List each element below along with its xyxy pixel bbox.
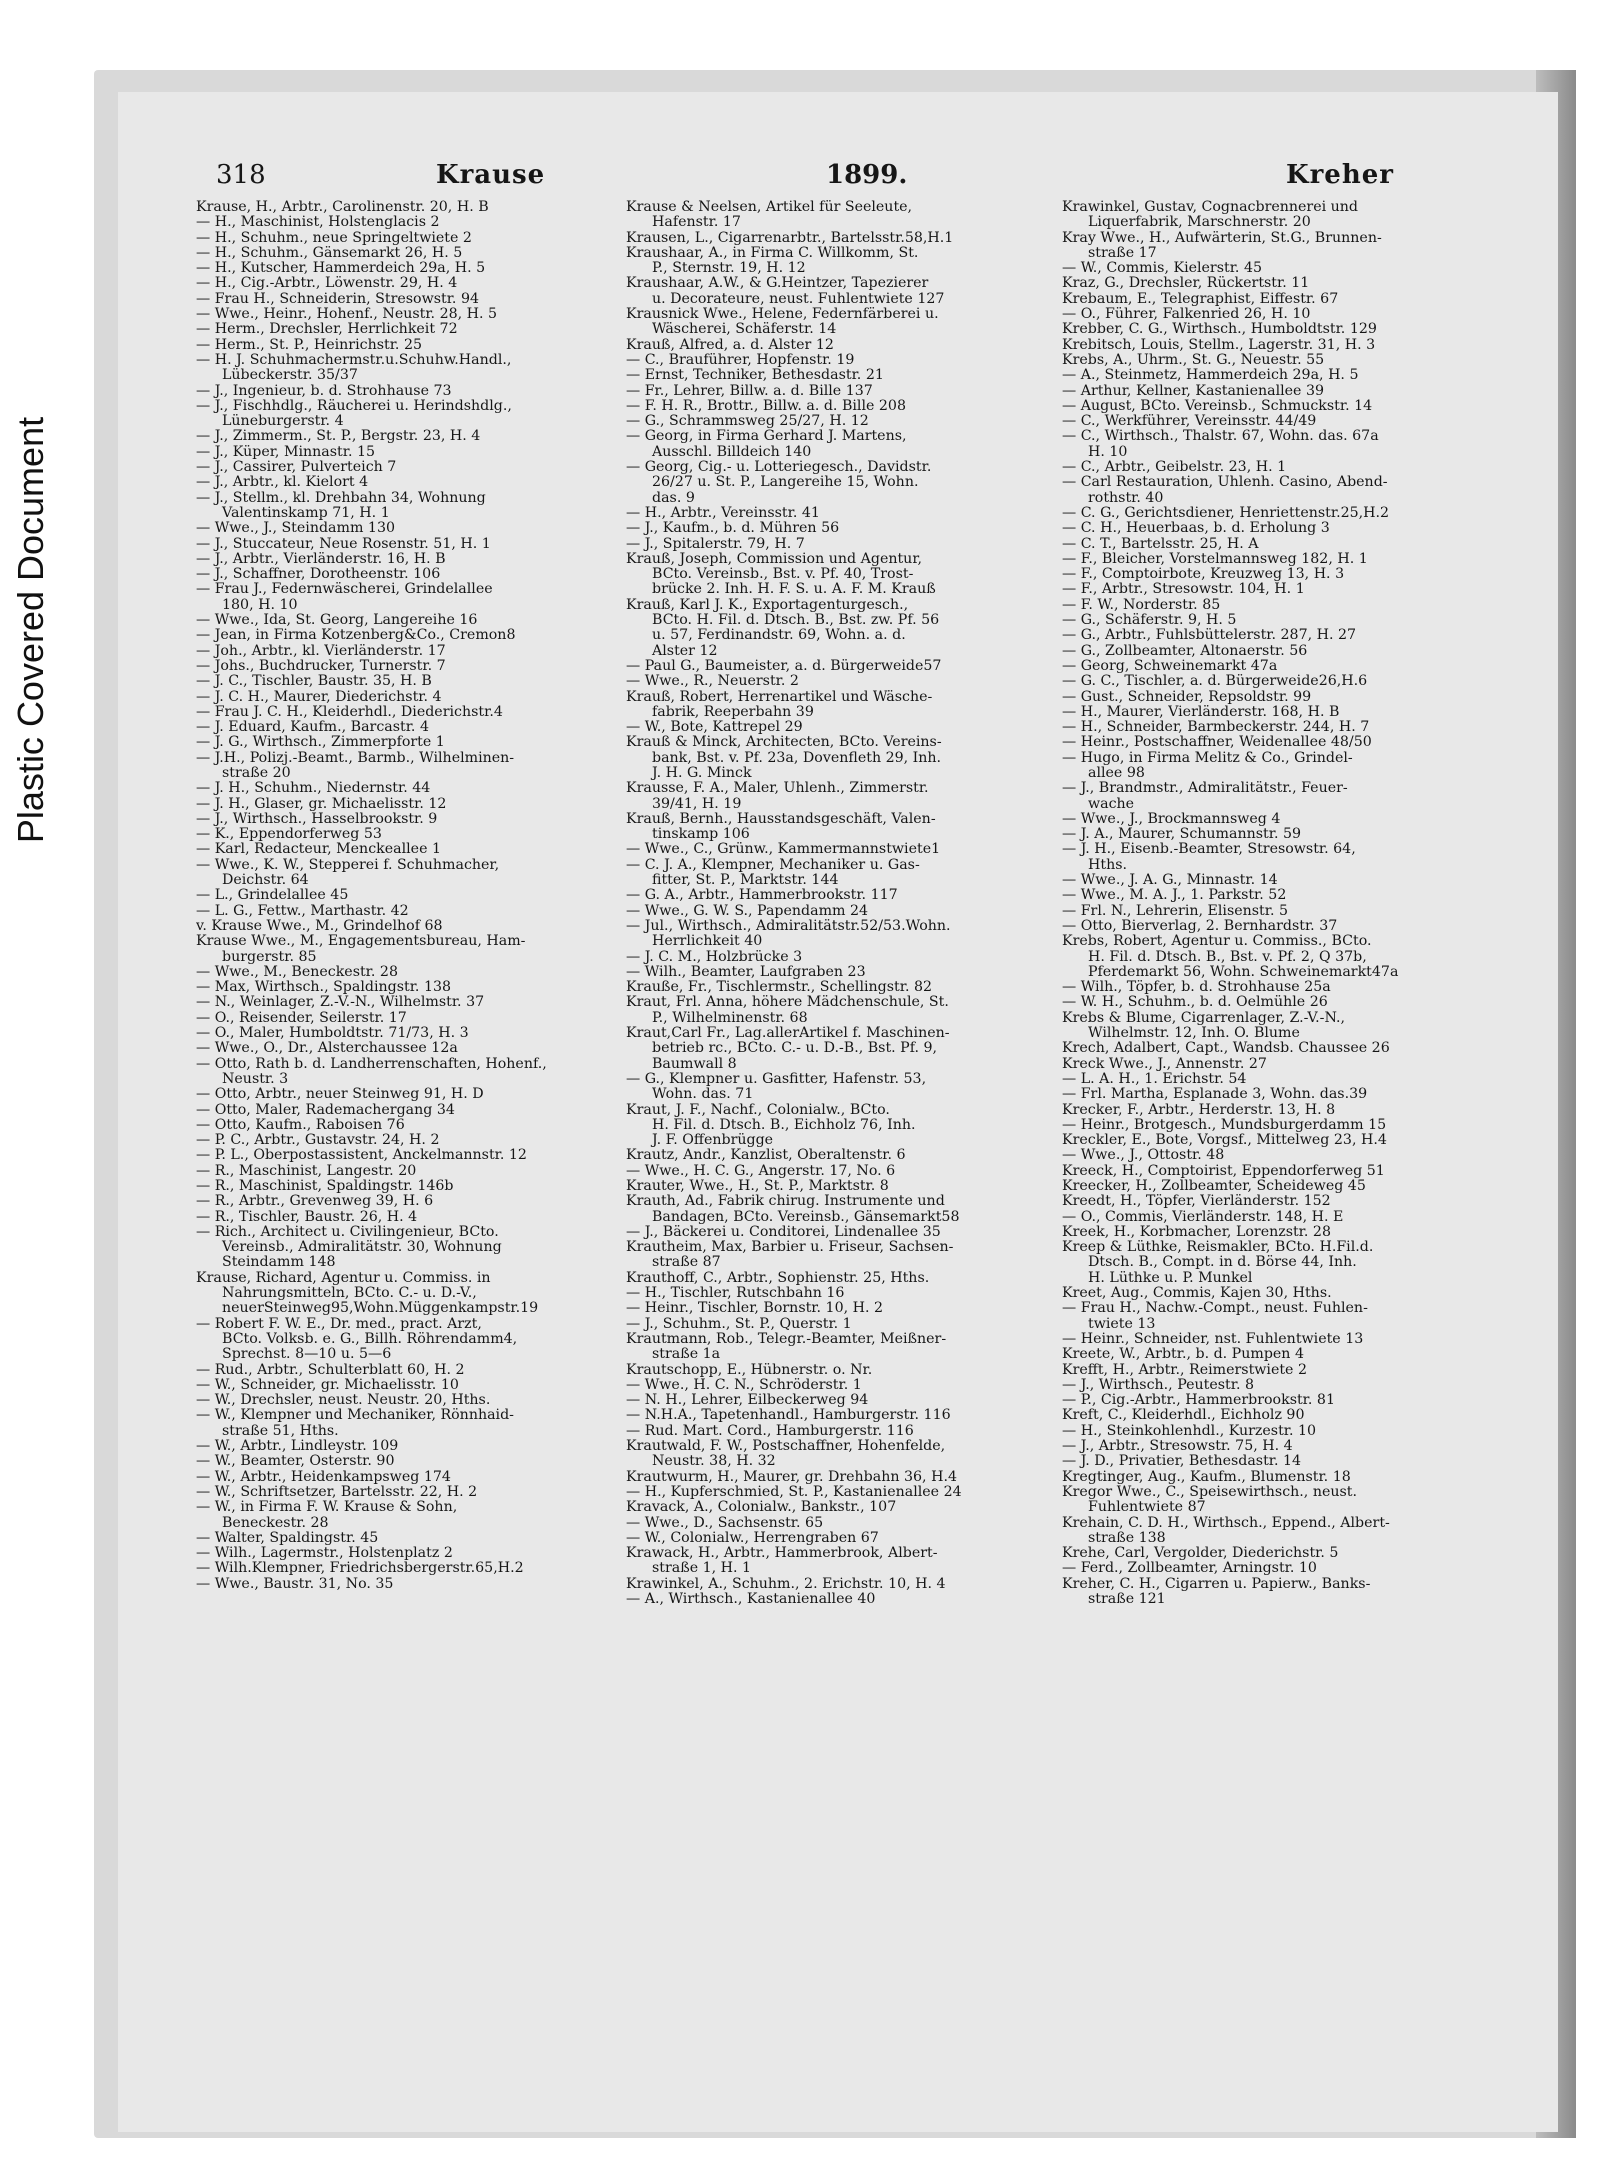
- directory-line: — J., Stuccateur, Neue Rosenstr. 51, H. 1: [196, 536, 491, 552]
- directory-line: — Georg, Cig.- u. Lotteriegesch., Davidstr.: [626, 460, 932, 476]
- directory-line: Baumwall 8: [652, 1056, 737, 1072]
- directory-line: das. 9: [652, 490, 695, 506]
- directory-line: — Frau J., Federnwäscherei, Grindelallee: [196, 582, 493, 598]
- directory-line: straße 17: [1088, 245, 1157, 261]
- right-heading: Kreher: [1286, 160, 1394, 190]
- directory-line: — Otto, Arbtr., neuer Steinweg 91, H. D: [196, 1087, 484, 1103]
- directory-line: — H., Schuhm., neue Springeltwiete 2: [196, 230, 472, 246]
- directory-line: neuerSteinweg95,Wohn.Müggenkampstr.19: [222, 1301, 539, 1317]
- directory-line: — Heinr., Schneider, nst. Fuhlentwiete 13: [1062, 1331, 1364, 1347]
- directory-line: straße 51, Hths.: [222, 1423, 339, 1439]
- directory-line: — F. W., Norderstr. 85: [1062, 597, 1221, 613]
- directory-line: Krausen, L., Cigarrenarbtr., Bartelsstr.58,H.1: [626, 230, 954, 246]
- directory-line: Krautwurm, H., Maurer, gr. Drehbahn 36, H.4: [626, 1469, 957, 1485]
- directory-line: — L. G., Fettw., Marthastr. 42: [196, 903, 409, 919]
- directory-line: — W., Commis, Kielerstr. 45: [1062, 261, 1262, 277]
- directory-line: Krause, Richard, Agentur u. Commiss. in: [196, 1270, 491, 1286]
- directory-line: — W., Arbtr., Lindleystr. 109: [196, 1439, 399, 1455]
- directory-line: Kreecker, H., Zollbeamter, Scheideweg 45: [1062, 1179, 1366, 1194]
- directory-line: Pferdemarkt 56, Wohn. Schweinemarkt47a: [1088, 964, 1399, 980]
- directory-line: — W., Drechsler, neust. Neustr. 20, Hths.: [196, 1393, 491, 1409]
- directory-line: Krefft, H., Arbtr., Reimerstwiete 2: [1062, 1362, 1307, 1378]
- directory-line: — Jul., Wirthsch., Admiralitätstr.52/53.Wohn.: [626, 918, 951, 934]
- directory-line: Kraz, G., Drechsler, Rückertstr. 11: [1062, 276, 1310, 292]
- directory-line: — J. A., Maurer, Schumannstr. 59: [1062, 827, 1302, 843]
- directory-line: — H., Kupferschmied, St. P., Kastanienallee 24: [626, 1484, 962, 1500]
- directory-line: — H., Schuhm., Gänsemarkt 26, H. 5: [196, 245, 463, 261]
- page-header: [196, 160, 1476, 200]
- directory-line: — J., Stellm., kl. Drehbahn 34, Wohnung: [196, 490, 486, 506]
- directory-line: — F., Bleicher, Vorstelmannsweg 182, H. 1: [1062, 551, 1368, 567]
- directory-line: Krauß, Robert, Herrenartikel und Wäsche-: [626, 689, 933, 705]
- directory-line: Krebs & Blume, Cigarrenlager, Z.-V.-N.,: [1062, 1010, 1345, 1026]
- directory-line: u. 57, Ferdinandstr. 69, Wohn. a. d.: [652, 628, 906, 644]
- directory-line: H. Fil. d. Dtsch. B., Eichholz 76, Inh.: [652, 1117, 916, 1133]
- directory-line: straße 1, H. 1: [652, 1561, 752, 1577]
- directory-line: — Heinr., Postschaffner, Weidenallee 48/50: [1062, 735, 1372, 751]
- directory-line: — J., Schaffner, Dorotheenstr. 106: [196, 567, 441, 583]
- directory-line: — C., Brauführer, Hopfenstr. 19: [626, 352, 855, 368]
- directory-line: Krausse, F. A., Maler, Uhlenh., Zimmerstr.: [626, 781, 929, 797]
- directory-line: — L., Grindelallee 45: [196, 888, 349, 904]
- directory-line: — H., Tischler, Rutschbahn 16: [626, 1286, 845, 1302]
- directory-line: Kraut,Carl Fr., Lag.allerArtikel f. Maschinen-: [626, 1026, 950, 1042]
- column-2: [626, 200, 1048, 2100]
- directory-line: P., Sternstr. 19, H. 12: [652, 261, 806, 277]
- directory-line: — W., Beamter, Osterstr. 90: [196, 1454, 395, 1470]
- directory-line: Neustr. 3: [222, 1071, 289, 1087]
- directory-line: Kreet, Aug., Commis, Kajen 30, Hths.: [1062, 1286, 1332, 1302]
- directory-line: — J., Arbtr., Stresowstr. 75, H. 4: [1062, 1439, 1293, 1455]
- directory-line: — C., Werkführer, Vereinsstr. 44/49: [1062, 414, 1317, 430]
- directory-line: J. F. Offenbrügge: [652, 1133, 774, 1149]
- directory-line: Krehain, C. D. H., Wirthsch., Eppend., Albert-: [1062, 1515, 1390, 1531]
- directory-line: Krauß, Karl J. K., Exportagenturgesch.,: [626, 597, 909, 613]
- directory-line: — J., Brandmstr., Admiralitätstr., Feuer-: [1062, 781, 1348, 797]
- directory-line: — Wwe., Ida, St. Georg, Langereihe 16: [196, 613, 478, 629]
- directory-line: Krauß & Minck, Architecten, BCto. Vereins-: [626, 735, 942, 751]
- directory-line: — J. H., Glaser, gr. Michaelisstr. 12: [196, 796, 447, 812]
- directory-line: Kreek, H., Korbmacher, Lorenzstr. 28: [1062, 1224, 1331, 1240]
- directory-line: Beneckestr. 28: [222, 1515, 329, 1531]
- directory-line: — F. H. R., Brottr., Billw. a. d. Bille 208: [626, 398, 906, 414]
- directory-line: Krawinkel, Gustav, Cognacbrennerei und: [1062, 200, 1359, 215]
- directory-line: Krauß, Bernh., Hausstandsgeschäft, Valen-: [626, 811, 936, 827]
- directory-line: Krawinkel, A., Schuhm., 2. Erichstr. 10, H. 4: [626, 1576, 946, 1592]
- directory-line: — J. H., Schuhm., Niedernstr. 44: [196, 781, 431, 797]
- directory-line: straße 20: [222, 765, 291, 781]
- directory-line: — R., Maschinist, Langestr. 20: [196, 1163, 417, 1179]
- directory-line: — W., Klempner und Mechaniker, Rönnhaid-: [196, 1408, 514, 1424]
- directory-line: — Gust., Schneider, Repsoldstr. 99: [1062, 689, 1312, 705]
- directory-line: — J. C., Tischler, Baustr. 35, H. B: [196, 674, 432, 690]
- directory-line: Krause Wwe., M., Engagementsbureau, Ham-: [196, 934, 526, 950]
- directory-line: tinskamp 106: [652, 827, 750, 843]
- directory-line: Wäscherei, Schäferstr. 14: [652, 322, 837, 338]
- directory-columns: [196, 200, 1476, 2100]
- directory-line: — W., Arbtr., Heidenkampsweg 174: [196, 1469, 451, 1485]
- directory-line: Fuhlentwiete 87: [1088, 1500, 1206, 1516]
- directory-line: — W. H., Schuhm., b. d. Oelmühle 26: [1062, 995, 1328, 1011]
- directory-line: betrieb rc., BCto. C.- u. D.-B., Bst. Pf. 9,: [652, 1041, 938, 1057]
- directory-line: straße 87: [652, 1255, 721, 1271]
- directory-line: — Heinr., Tischler, Bornstr. 10, H. 2: [626, 1301, 884, 1317]
- directory-line: — Frau H., Nachw.-Compt., neust. Fuhlen-: [1062, 1301, 1368, 1317]
- directory-line: — J., Spitalerstr. 79, H. 7: [626, 536, 805, 552]
- directory-line: Kraut, J. F., Nachf., Colonialw., BCto.: [626, 1102, 890, 1118]
- directory-line: — G. C., Tischler, a. d. Bürgerweide26,H.6: [1062, 674, 1368, 690]
- directory-line: wache: [1088, 796, 1135, 812]
- directory-line: — Wwe., J. A. G., Minnastr. 14: [1062, 873, 1278, 889]
- directory-line: — Frau H., Schneiderin, Stresowstr. 94: [196, 291, 480, 307]
- directory-line: — Georg, in Firma Gerhard J. Martens,: [626, 429, 907, 445]
- directory-line: — Jean, in Firma Kotzenberg&Co., Cremon8: [196, 628, 516, 644]
- directory-line: — Karl, Redacteur, Menckeallee 1: [196, 842, 441, 858]
- directory-line: — J., Kaufm., b. d. Mühren 56: [626, 521, 840, 537]
- directory-line: straße 121: [1088, 1592, 1166, 1608]
- directory-line: — Ernst, Techniker, Bethesdastr. 21: [626, 368, 884, 384]
- directory-line: Kreedt, H., Töpfer, Vierländerstr. 152: [1062, 1194, 1331, 1210]
- directory-line: — C. G., Gerichtsdiener, Henriettenstr.25,H.2: [1062, 505, 1390, 521]
- directory-line: straße 138: [1088, 1530, 1166, 1546]
- directory-line: — C. T., Bartelsstr. 25, H. A: [1062, 536, 1259, 552]
- directory-line: — Wwe., Baustr. 31, No. 35: [196, 1576, 394, 1592]
- directory-line: — H., Maschinist, Holstenglacis 2: [196, 215, 440, 231]
- directory-line: — Wwe., C., Grünw., Kammermannstwiete1: [626, 842, 941, 858]
- directory-line: Kreher, C. H., Cigarren u. Papierw., Banks-: [1062, 1576, 1371, 1592]
- directory-line: Valentinskamp 71, H. 1: [222, 505, 390, 521]
- directory-line: — R., Arbtr., Grevenweg 39, H. 6: [196, 1194, 434, 1210]
- directory-line: BCto. Vereinsb., Bst. v. Pf. 40, Trost-: [652, 567, 914, 583]
- directory-line: Bandagen, BCto. Vereinsb., Gänsemarkt58: [652, 1209, 960, 1225]
- directory-line: — H., Steinkohlenhdl., Kurzestr. 10: [1062, 1423, 1317, 1439]
- directory-line: — H., Cig.-Arbtr., Löwenstr. 29, H. 4: [196, 276, 458, 292]
- page-number: 318: [216, 160, 266, 190]
- directory-line: — H., Schneider, Barmbeckerstr. 244, H. 7: [1062, 720, 1370, 736]
- directory-line: — Wwe., M. A. J., 1. Parkstr. 52: [1062, 888, 1287, 904]
- directory-line: — Arthur, Kellner, Kastanienallee 39: [1062, 383, 1325, 399]
- directory-line: Ausschl. Billdeich 140: [652, 444, 812, 460]
- directory-line: Wilhelmstr. 12, Inh. O. Blume: [1088, 1026, 1300, 1042]
- directory-line: — J. H., Eisenb.-Beamter, Stresowstr. 64,: [1062, 842, 1356, 858]
- directory-line: Krecker, F., Arbtr., Herderstr. 13, H. 8: [1062, 1102, 1336, 1118]
- directory-line: — P. L., Oberpostassistent, Anckelmannstr. 12: [196, 1148, 527, 1164]
- directory-line: — C. H., Heuerbaas, b. d. Erholung 3: [1062, 521, 1330, 537]
- directory-line: Wohn. das. 71: [652, 1087, 754, 1103]
- directory-line: — J.H., Polizj.-Beamt., Barmb., Wilhelminen-: [196, 750, 515, 766]
- directory-line: — Wilh., Töpfer, b. d. Strohhause 25a: [1062, 980, 1331, 996]
- directory-line: — Wwe., H. C. N., Schröderstr. 1: [626, 1377, 862, 1393]
- directory-line: — C. J. A., Klempner, Mechaniker u. Gas-: [626, 857, 920, 873]
- directory-line: — C., Wirthsch., Thalstr. 67, Wohn. das. 67a: [1062, 429, 1379, 445]
- directory-line: — Otto, Maler, Rademachergang 34: [196, 1102, 455, 1118]
- directory-line: — Wwe., H. C. G., Angerstr. 17, No. 6: [626, 1163, 896, 1179]
- directory-line: allee 98: [1088, 765, 1145, 781]
- directory-line: Hths.: [1088, 857, 1128, 873]
- year-heading: 1899.: [826, 160, 908, 190]
- directory-line: Krech, Adalbert, Capt., Wandsb. Chaussee 26: [1062, 1041, 1390, 1057]
- directory-line: — W., Bote, Kattrepel 29: [626, 720, 803, 736]
- directory-line: Krautwald, F. W., Postschaffner, Hohenfelde,: [626, 1439, 946, 1455]
- directory-line: — J., Schuhm., St. P., Querstr. 1: [626, 1316, 852, 1332]
- directory-line: Kreete, W., Arbtr., b. d. Pumpen 4: [1062, 1347, 1304, 1363]
- directory-line: — J. D., Privatier, Bethesdastr. 14: [1062, 1454, 1302, 1470]
- directory-line: — Herm., St. P., Heinrichstr. 25: [196, 337, 422, 353]
- directory-line: Krautheim, Max, Barbier u. Friseur, Sachsen-: [626, 1240, 954, 1256]
- directory-line: — Wilh., Beamter, Laufgraben 23: [626, 964, 866, 980]
- directory-line: — O., Reisender, Seilerstr. 17: [196, 1010, 407, 1026]
- directory-line: — W., Colonialw., Herrengraben 67: [626, 1530, 879, 1546]
- directory-line: — W., Schneider, gr. Michaelisstr. 10: [196, 1377, 459, 1393]
- directory-line: — Wwe., J., Steindamm 130: [196, 521, 395, 537]
- directory-line: Krebitsch, Louis, Stellm., Lagerstr. 31, H. 3: [1062, 337, 1376, 353]
- directory-line: — J., Cassirer, Pulverteich 7: [196, 460, 397, 476]
- directory-line: — J., Arbtr., Vierländerstr. 16, H. B: [196, 551, 446, 567]
- directory-line: — W., Schriftsetzer, Bartelsstr. 22, H. 2: [196, 1484, 478, 1500]
- directory-line: — J., Zimmerm., St. P., Bergstr. 23, H. 4: [196, 429, 481, 445]
- directory-line: Krawack, H., Arbtr., Hammerbrook, Albert-: [626, 1546, 938, 1562]
- directory-line: — H. J. Schuhmachermstr.u.Schuhw.Handl.,: [196, 352, 512, 368]
- directory-line: — J., Küper, Minnastr. 15: [196, 444, 376, 460]
- directory-line: — J., Ingenieur, b. d. Strohhause 73: [196, 383, 452, 399]
- directory-line: — L. A. H., 1. Erichstr. 54: [1062, 1071, 1247, 1087]
- directory-line: Vereinsb., Admiralitätstr. 30, Wohnung: [222, 1240, 502, 1256]
- directory-line: — Fr., Lehrer, Billw. a. d. Bille 137: [626, 383, 873, 399]
- directory-line: v. Krause Wwe., M., Grindelhof 68: [196, 918, 443, 934]
- directory-line: Krausnick Wwe., Helene, Federnfärberei u.: [626, 307, 939, 323]
- directory-line: — Carl Restauration, Uhlenh. Casino, Abend-: [1062, 475, 1388, 491]
- directory-line: — P., Cig.-Arbtr., Hammerbrookstr. 81: [1062, 1393, 1335, 1409]
- directory-line: Krebs, A., Uhrm., St. G., Neuestr. 55: [1062, 352, 1325, 368]
- directory-line: — R., Maschinist, Spaldingstr. 146b: [196, 1179, 454, 1194]
- directory-line: Deichstr. 64: [222, 873, 309, 889]
- directory-line: H. Fil. d. Dtsch. B., Bst. v. Pf. 2, Q 37b,: [1088, 949, 1367, 965]
- directory-line: — Wwe., R., Neuerstr. 2: [626, 674, 799, 690]
- directory-line: H. 10: [1088, 444, 1128, 460]
- directory-line: — Wwe., K. W., Stepperei f. Schuhmacher,: [196, 857, 500, 873]
- directory-line: — Frl. N., Lehrerin, Elisenstr. 5: [1062, 903, 1289, 919]
- directory-line: 39/41, H. 19: [652, 796, 742, 812]
- directory-line: — Frau J. C. H., Kleiderhdl., Diederichstr.4: [196, 704, 503, 720]
- directory-line: Krauß, Joseph, Commission und Agentur,: [626, 551, 923, 567]
- directory-line: — H., Kutscher, Hammerdeich 29a, H. 5: [196, 261, 486, 277]
- directory-line: — Otto, Bierverlag, 2. Bernhardstr. 37: [1062, 918, 1338, 934]
- directory-line: — Hugo, in Firma Melitz & Co., Grindel-: [1062, 750, 1353, 766]
- directory-line: — J. Eduard, Kaufm., Barcastr. 4: [196, 720, 429, 736]
- directory-line: — J. G., Wirthsch., Zimmerpforte 1: [196, 735, 445, 751]
- directory-line: — R., Tischler, Baustr. 26, H. 4: [196, 1209, 418, 1225]
- directory-line: — K., Eppendorferweg 53: [196, 827, 382, 843]
- directory-line: Krauter, Wwe., H., St. P., Marktstr. 8: [626, 1179, 889, 1194]
- directory-line: J. H. G. Minck: [652, 765, 752, 781]
- directory-line: bank, Bst. v. Pf. 23a, Dovenfleth 29, Inh.: [652, 750, 942, 766]
- directory-line: — Wilh., Lagermstr., Holstenplatz 2: [196, 1546, 453, 1562]
- directory-line: — P. C., Arbtr., Gustavstr. 24, H. 2: [196, 1133, 440, 1149]
- directory-line: burgerstr. 85: [222, 949, 317, 965]
- directory-line: Krause, H., Arbtr., Carolinenstr. 20, H. B: [196, 200, 489, 215]
- directory-line: 180, H. 10: [222, 597, 298, 613]
- directory-line: Krautschopp, E., Hübnerstr. o. Nr.: [626, 1362, 873, 1378]
- directory-line: — O., Commis, Vierländerstr. 148, H. E: [1062, 1209, 1344, 1225]
- directory-line: — Paul G., Baumeister, a. d. Bürgerweide57: [626, 658, 942, 674]
- directory-line: Dtsch. B., Compt. in d. Börse 44, Inh.: [1088, 1255, 1357, 1271]
- directory-line: Kreep & Lüthke, Reismakler, BCto. H.Fil.d.: [1062, 1240, 1374, 1256]
- directory-line: Neustr. 38, H. 32: [652, 1454, 776, 1470]
- directory-line: — Rud., Arbtr., Schulterblatt 60, H. 2: [196, 1362, 465, 1378]
- directory-line: Krebaum, E., Telegraphist, Eiffestr. 67: [1062, 291, 1339, 307]
- directory-line: — Wwe., Heinr., Hohenf., Neustr. 28, H. 5: [196, 307, 498, 323]
- directory-line: — J., Bäckerei u. Conditorei, Lindenallee 35: [626, 1224, 941, 1240]
- directory-line: — A., Wirthsch., Kastanienallee 40: [626, 1592, 876, 1608]
- directory-line: — J. C. H., Maurer, Diederichstr. 4: [196, 689, 442, 705]
- directory-line: Herrlichkeit 40: [652, 934, 763, 950]
- directory-line: Krause & Neelsen, Artikel für Seeleute,: [626, 200, 913, 215]
- directory-line: Nahrungsmitteln, BCto. C.- u. D.-V.,: [222, 1286, 477, 1302]
- directory-line: — Wwe., D., Sachsenstr. 65: [626, 1515, 824, 1531]
- directory-line: — G. A., Arbtr., Hammerbrookstr. 117: [626, 888, 898, 904]
- directory-line: — H., Arbtr., Vereinsstr. 41: [626, 505, 820, 521]
- directory-line: — J., Arbtr., kl. Kielort 4: [196, 475, 369, 491]
- directory-line: — Wilh.Klempner, Friedrichsbergerstr.65,H.2: [196, 1561, 524, 1577]
- directory-line: — Wwe., J., Ottostr. 48: [1062, 1148, 1225, 1164]
- directory-line: — A., Steinmetz, Hammerdeich 29a, H. 5: [1062, 368, 1359, 384]
- directory-line: — Joh., Arbtr., kl. Vierländerstr. 17: [196, 643, 446, 659]
- directory-line: — Herm., Drechsler, Herrlichkeit 72: [196, 322, 458, 338]
- directory-line: Hafenstr. 17: [652, 215, 741, 231]
- directory-line: — Wwe., O., Dr., Alsterchaussee 12a: [196, 1041, 458, 1057]
- directory-line: fitter, St. P., Marktstr. 144: [652, 873, 839, 889]
- directory-line: — Johs., Buchdrucker, Turnerstr. 7: [196, 658, 446, 674]
- directory-line: — C., Arbtr., Geibelstr. 23, H. 1: [1062, 460, 1287, 476]
- directory-line: — G., Klempner u. Gasfitter, Hafenstr. 53,: [626, 1071, 927, 1087]
- directory-line: — J., Wirthsch., Peutestr. 8: [1062, 1377, 1254, 1393]
- directory-line: — Robert F. W. E., Dr. med., pract. Arzt,: [196, 1316, 482, 1332]
- directory-line: Krauth, Ad., Fabrik chirug. Instrumente und: [626, 1194, 945, 1210]
- directory-line: Sprechst. 8—10 u. 5—6: [222, 1347, 392, 1363]
- directory-line: P., Wilhelminenstr. 68: [652, 1010, 808, 1026]
- directory-line: Lüneburgerstr. 4: [222, 414, 344, 430]
- directory-line: — G., Schrammsweg 25/27, H. 12: [626, 414, 869, 430]
- directory-line: — N., Weinlager, Z.-V.-N., Wilhelmstr. 37: [196, 995, 485, 1011]
- directory-line: rothstr. 40: [1088, 490, 1164, 506]
- directory-line: Krauthoff, C., Arbtr., Sophienstr. 25, Hths.: [626, 1270, 930, 1286]
- directory-line: — Max, Wirthsch., Spaldingstr. 138: [196, 980, 452, 996]
- directory-line: — H., Maurer, Vierländerstr. 168, H. B: [1062, 704, 1340, 720]
- directory-line: Kraushaar, A.W., & G.Heintzer, Tapezierer: [626, 276, 929, 292]
- directory-line: — J. C. M., Holzbrücke 3: [626, 949, 803, 965]
- directory-line: — Otto, Kaufm., Raboisen 76: [196, 1117, 405, 1133]
- directory-line: — Rud. Mart. Cord., Hamburgerstr. 116: [626, 1423, 914, 1439]
- directory-line: Kraushaar, A., in Firma C. Willkomm, St.: [626, 245, 919, 261]
- directory-line: Kravack, A., Colonialw., Bankstr., 107: [626, 1500, 897, 1516]
- directory-line: Krebber, C. G., Wirthsch., Humboldtstr. 129: [1062, 322, 1377, 338]
- side-label: Plastic Covered Document: [10, 416, 51, 844]
- directory-line: — Walter, Spaldingstr. 45: [196, 1530, 379, 1546]
- directory-line: straße 1a: [652, 1347, 721, 1363]
- directory-line: u. Decorateure, neust. Fuhlentwiete 127: [652, 291, 945, 307]
- column-3: [1062, 200, 1484, 2100]
- column-1: [196, 200, 618, 2100]
- directory-line: — Otto, Rath b. d. Landherrenschaften, Hohenf.,: [196, 1056, 547, 1072]
- directory-line: Kregtinger, Aug., Kaufm., Blumenstr. 18: [1062, 1469, 1351, 1485]
- directory-line: Alster 12: [652, 643, 718, 659]
- directory-line: — N.H.A., Tapetenhandl., Hamburgerstr. 116: [626, 1408, 951, 1424]
- directory-line: — G., Schäferstr. 9, H. 5: [1062, 613, 1237, 629]
- directory-line: Kreft, C., Kleiderhdl., Eichholz 90: [1062, 1408, 1305, 1424]
- directory-line: Krautmann, Rob., Telegr.-Beamter, Meißner-: [626, 1331, 947, 1347]
- directory-line: Liquerfabrik, Marschnerstr. 20: [1088, 215, 1311, 231]
- directory-line: Krehe, Carl, Vergolder, Diederichstr. 5: [1062, 1546, 1339, 1562]
- directory-line: — Wwe., J., Brockmannsweg 4: [1062, 811, 1281, 827]
- directory-line: — N. H., Lehrer, Eilbeckerweg 94: [626, 1393, 869, 1409]
- directory-line: Krautz, Andr., Kanzlist, Oberaltenstr. 6: [626, 1148, 906, 1164]
- left-heading: Krause: [436, 160, 546, 190]
- directory-line: H. Lüthke u. P. Munkel: [1088, 1270, 1253, 1286]
- directory-line: — F., Comptoirbote, Kreuzweg 13, H. 3: [1062, 567, 1345, 583]
- directory-line: — J., Fischhdlg., Räucherei u. Herindshdlg.,: [196, 398, 512, 414]
- directory-line: — O., Führer, Falkenried 26, H. 10: [1062, 307, 1311, 323]
- directory-line: — Frl. Martha, Esplanade 3, Wohn. das.39: [1062, 1087, 1368, 1103]
- directory-line: Kreeck, H., Comptoirist, Eppendorferweg 51: [1062, 1163, 1385, 1179]
- directory-line: Steindamm 148: [222, 1255, 336, 1271]
- directory-line: — G., Zollbeamter, Altonaerstr. 56: [1062, 643, 1308, 659]
- directory-line: Krauß, Alfred, a. d. Alster 12: [626, 337, 834, 353]
- directory-line: 26/27 u. St. P., Langereihe 15, Wohn.: [652, 475, 919, 491]
- directory-line: Kreck Wwe., J., Annenstr. 27: [1062, 1056, 1267, 1072]
- directory-line: — O., Maler, Humboldtstr. 71/73, H. 3: [196, 1026, 469, 1042]
- directory-line: Kray Wwe., H., Aufwärterin, St.G., Brunnen-: [1062, 230, 1382, 246]
- directory-line: Krauße, Fr., Tischlermstr., Schellingstr. 82: [626, 980, 933, 996]
- directory-line: BCto. H. Fil. d. Dtsch. B., Bst. zw. Pf. 56: [652, 613, 940, 629]
- directory-line: Krebs, Robert, Agentur u. Commiss., BCto.: [1062, 934, 1372, 950]
- directory-line: — Rich., Architect u. Civilingenieur, BCto.: [196, 1224, 499, 1240]
- directory-line: BCto. Volksb. e. G., Billh. Röhrendamm4,: [222, 1331, 518, 1347]
- directory-line: — Ferd., Zollbeamter, Arningstr. 10: [1062, 1561, 1317, 1577]
- directory-line: — W., in Firma F. W. Krause & Sohn,: [196, 1500, 458, 1516]
- directory-line: — Wwe., M., Beneckestr. 28: [196, 964, 398, 980]
- directory-line: Kraut, Frl. Anna, höhere Mädchenschule, St.: [626, 995, 949, 1011]
- directory-line: — J., Wirthsch., Hasselbrookstr. 9: [196, 811, 438, 827]
- directory-line: — F., Arbtr., Stresowstr. 104, H. 1: [1062, 582, 1305, 598]
- directory-line: — August, BCto. Vereinsb., Schmuckstr. 14: [1062, 398, 1373, 414]
- directory-line: — Wwe., G. W. S., Papendamm 24: [626, 903, 869, 919]
- directory-line: brücke 2. Inh. H. F. S. u. A. F. M. Krauß: [652, 582, 936, 598]
- directory-line: fabrik, Reeperbahn 39: [652, 704, 814, 720]
- directory-line: Lübeckerstr. 35/37: [222, 368, 358, 384]
- directory-line: — G., Arbtr., Fuhlsbüttelerstr. 287, H. 27: [1062, 628, 1357, 644]
- directory-line: twiete 13: [1088, 1316, 1156, 1332]
- directory-line: — Heinr., Brotgesch., Mundsburgerdamm 15: [1062, 1117, 1387, 1133]
- directory-line: Kreckler, E., Bote, Vorgsf., Mittelweg 23, H.4: [1062, 1133, 1387, 1149]
- directory-line: Kregor Wwe., C., Speisewirthsch., neust.: [1062, 1484, 1357, 1500]
- directory-line: — Georg, Schweinemarkt 47a: [1062, 658, 1278, 674]
